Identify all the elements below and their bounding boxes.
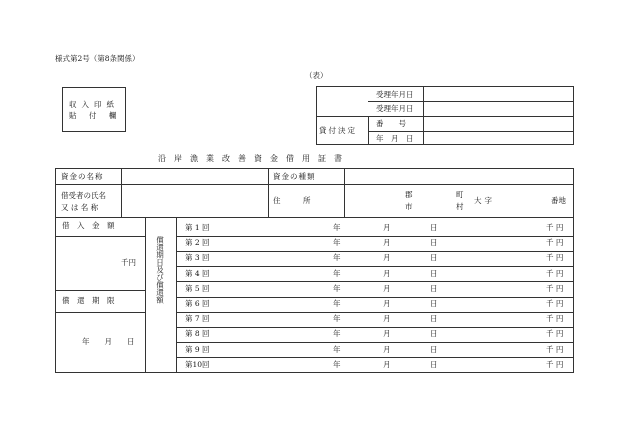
installment-number: 第 6 回 [185, 299, 210, 308]
amount-unit: 千 円 [546, 344, 564, 354]
shi-label: 市 [405, 202, 413, 211]
day-mark: 日 [430, 223, 438, 232]
day-mark: 日 [430, 344, 438, 354]
installment-number: 第 1 回 [185, 223, 210, 232]
amount-unit: 千 円 [546, 238, 564, 248]
repay-schedule-label: 償還期日及び償還額 [155, 236, 165, 304]
document-title: 沿 岸 漁 業 改 善 資 金 借 用 証 書 [158, 154, 342, 163]
year-mark: 年 [333, 359, 341, 369]
year-mark: 年 [333, 223, 341, 232]
installment-number: 第 3 回 [185, 253, 210, 263]
year-mark: 年 [333, 283, 341, 293]
month-mark: 月 [383, 238, 391, 248]
day-mark: 日 [430, 238, 438, 248]
day-mark: 日 [430, 299, 438, 308]
loan-amount-unit: 千円 [121, 258, 136, 267]
installment-number: 第10回 [185, 359, 210, 369]
month-mark: 月 [383, 223, 391, 232]
day-mark: 日 [430, 329, 438, 339]
installment-number: 第 7 回 [185, 314, 210, 324]
year-mark: 年 [333, 268, 341, 278]
mura-label: 村 [456, 202, 464, 211]
form-id: 様式第2号（第8条関係） [55, 54, 140, 63]
year-mark: 年 [333, 344, 341, 354]
month-mark: 月 [383, 283, 391, 293]
day-mark: 日 [430, 283, 438, 293]
date-label: 年 月 日 [376, 134, 414, 143]
borrower-label-2: 又 は 名 称 [61, 203, 99, 212]
day-mark: 日 [430, 268, 438, 278]
month-mark: 月 [383, 314, 391, 324]
day-mark: 日 [430, 253, 438, 263]
received-date-2: 受理年月日 [376, 104, 414, 113]
amount-unit: 千 円 [546, 329, 564, 339]
year-mark: 年 [333, 329, 341, 339]
amount-unit: 千 円 [546, 253, 564, 263]
month-mark: 月 [383, 329, 391, 339]
side-label: （表） [305, 71, 328, 80]
number-label: 番 号 [376, 119, 406, 128]
month-mark: 月 [383, 359, 391, 369]
borrower-label-1: 借受者の氏名 [61, 191, 106, 200]
stamp-box [62, 87, 126, 132]
amount-unit: 千 円 [546, 268, 564, 278]
fund-name-label: 資金の名称 [61, 172, 104, 181]
month-mark: 月 [383, 268, 391, 278]
loan-decision-label: 貸付決定 [319, 126, 357, 135]
year-mark: 年 [333, 299, 341, 308]
installment-number: 第 5 回 [185, 283, 210, 293]
loan-amount-label: 借 入 金 額 [62, 221, 115, 230]
repay-period-label: 償 還 期 限 [62, 296, 115, 305]
received-date-1: 受理年月日 [376, 90, 414, 99]
installment-number: 第 4 回 [185, 268, 210, 278]
day-mark: 日 [430, 314, 438, 324]
machi-label: 町 [456, 190, 464, 199]
stamp-label-2: 貼 付 欄 [69, 111, 122, 120]
banchi-label: 番地 [551, 196, 566, 205]
amount-unit: 千 円 [546, 223, 564, 232]
amount-unit: 千 円 [546, 299, 564, 308]
month-mark: 月 [383, 299, 391, 308]
month-mark: 月 [383, 344, 391, 354]
amount-unit: 千 円 [546, 359, 564, 369]
address-label: 住 所 [273, 196, 311, 205]
year-mark: 年 [333, 238, 341, 248]
year-mark: 年 [333, 314, 341, 324]
gun-label: 郡 [405, 190, 413, 199]
repay-period-date: 年 月 日 [82, 337, 135, 346]
installment-number: 第 2 回 [185, 238, 210, 248]
amount-unit: 千 円 [546, 283, 564, 293]
day-mark: 日 [430, 359, 438, 369]
stamp-label-1: 収入印紙 [69, 100, 119, 109]
installment-number: 第 9 回 [185, 344, 210, 354]
oaza-label: 大字 [474, 196, 495, 205]
amount-unit: 千 円 [546, 314, 564, 324]
installment-number: 第 8 回 [185, 329, 210, 339]
month-mark: 月 [383, 253, 391, 263]
year-mark: 年 [333, 253, 341, 263]
fund-type-label: 資金の種類 [273, 172, 316, 181]
